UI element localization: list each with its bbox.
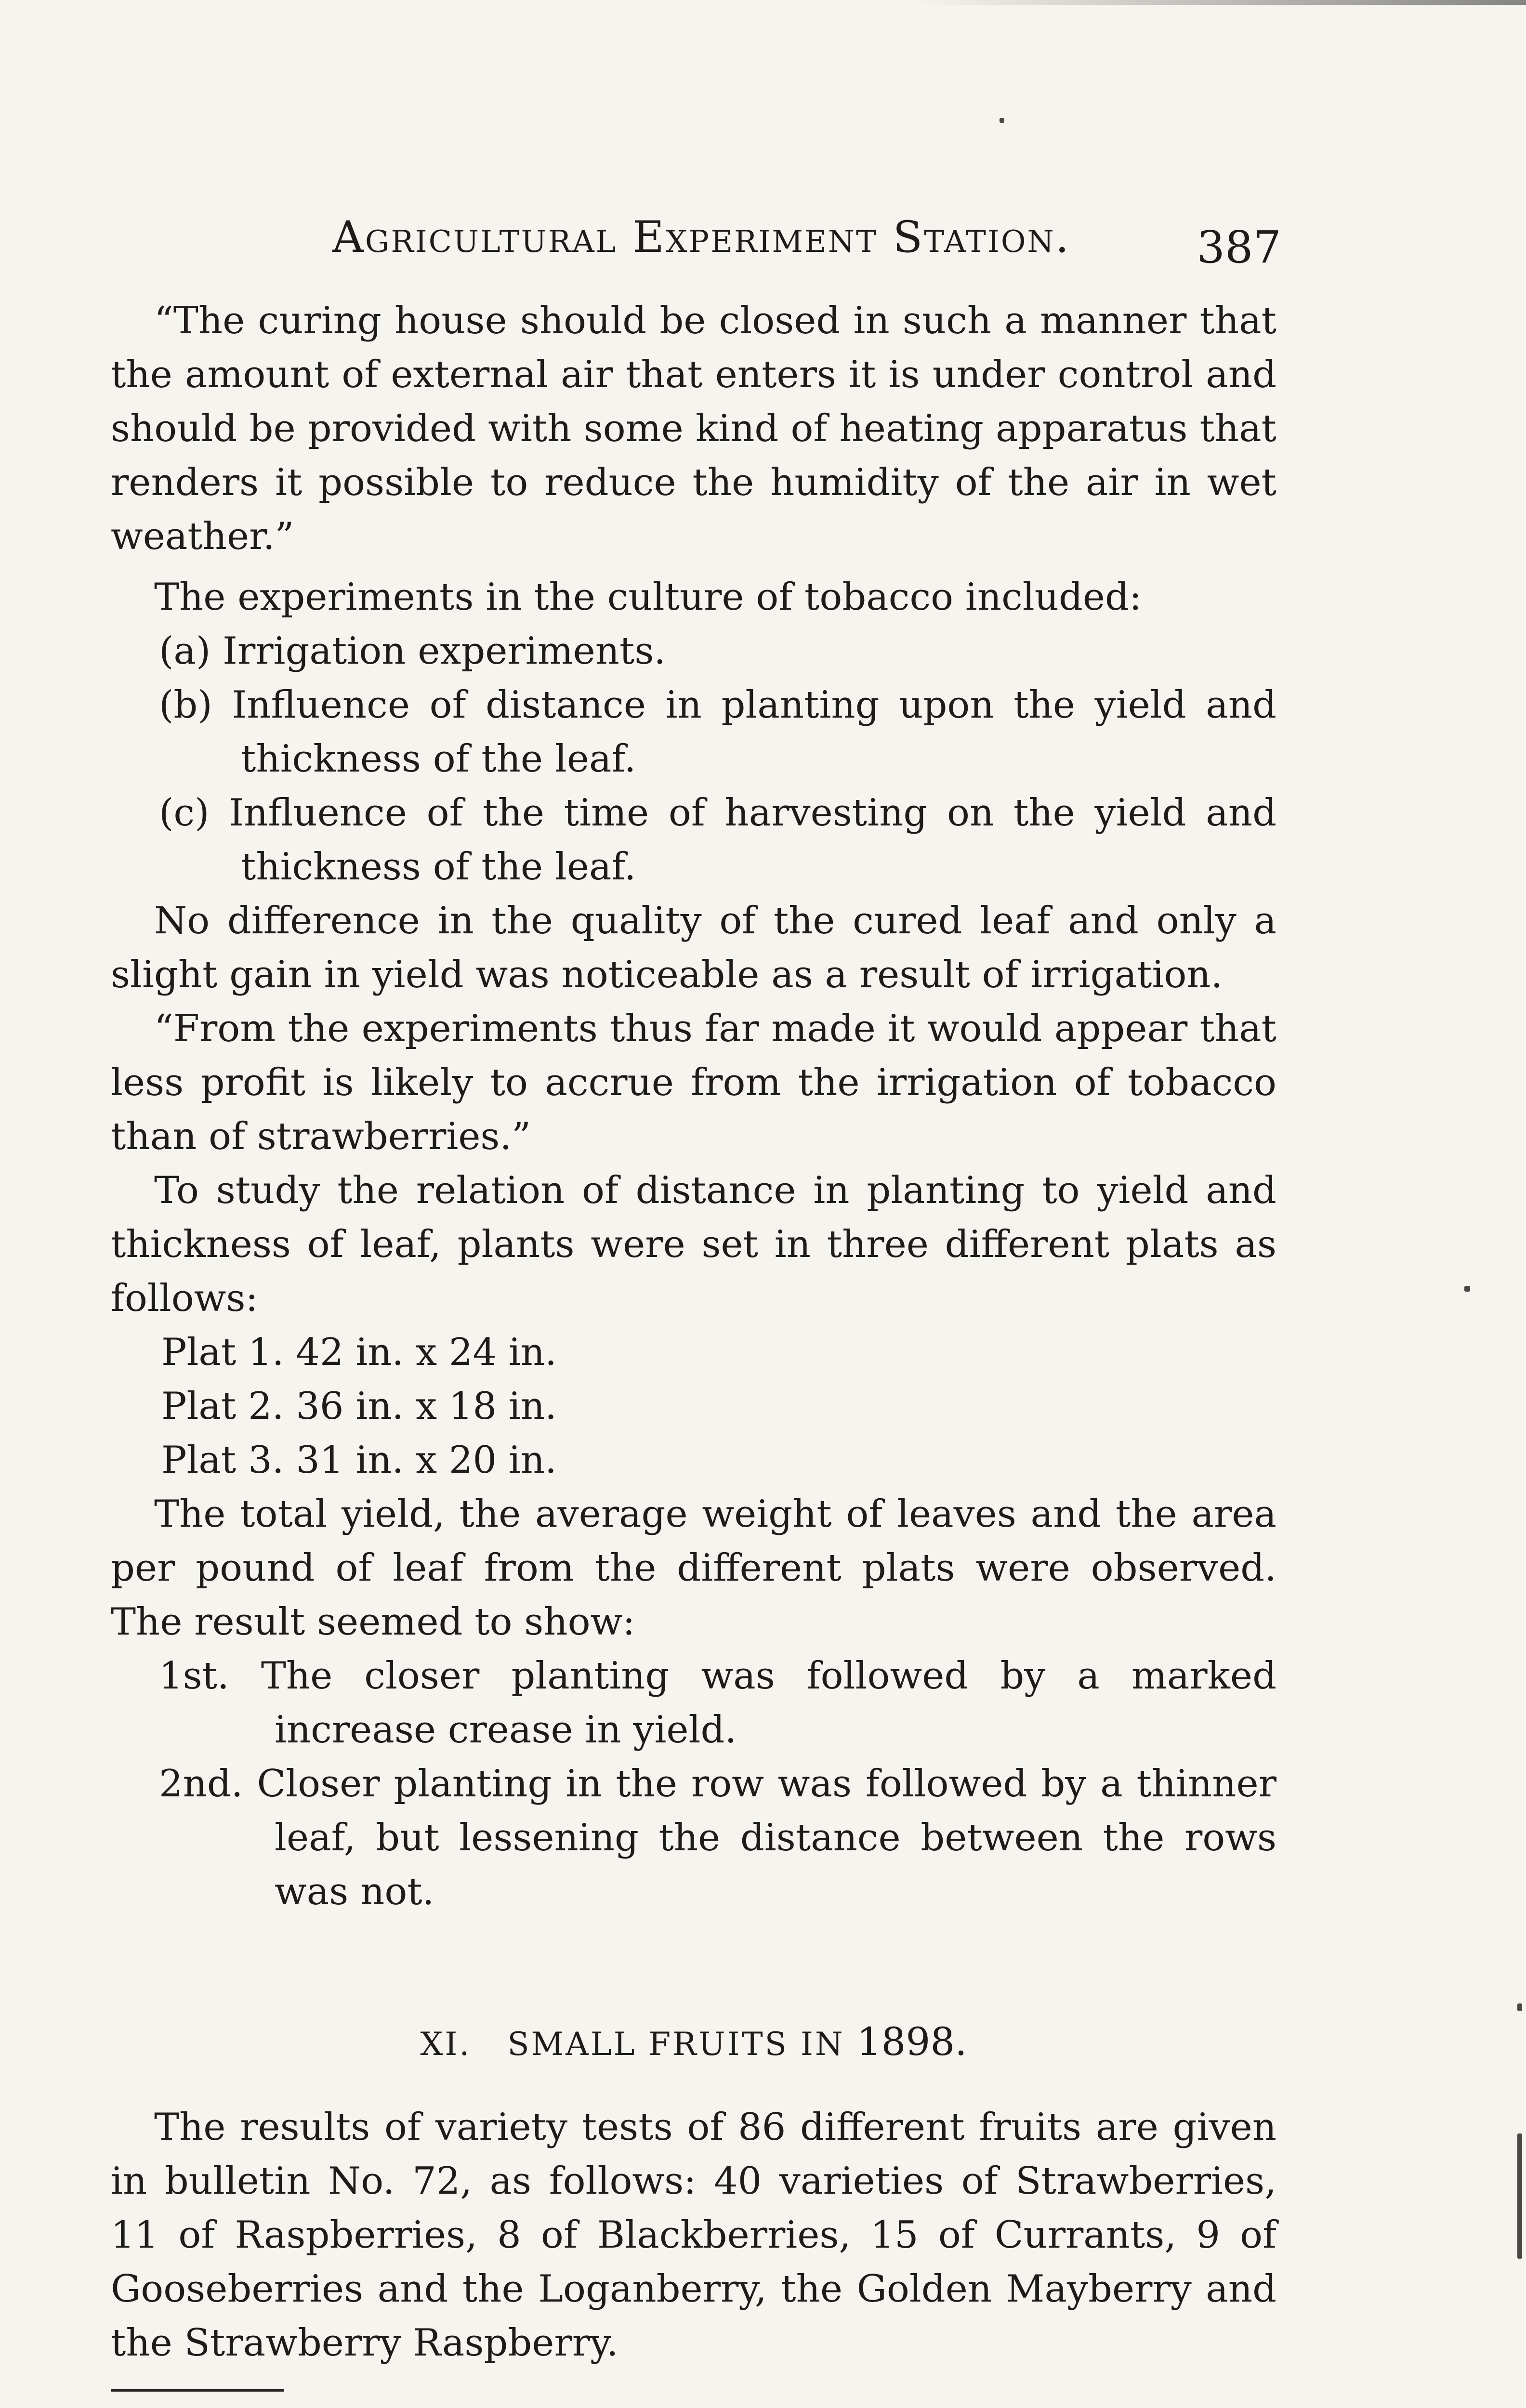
page-number: 387 xyxy=(1197,222,1281,273)
page-body xyxy=(111,294,1276,2408)
item-text: Influence of the time of harvesting on the yield and thickness of the leaf. xyxy=(229,791,1276,889)
experiments-intro: The experiments in the culture of tobacco included: xyxy=(154,576,1142,619)
item-marker: (a) xyxy=(159,629,211,673)
item-marker: (c) xyxy=(159,791,210,835)
result-marker: 1st. xyxy=(159,1654,229,1698)
section-number: XI. xyxy=(420,2026,472,2063)
scan-margin-mark xyxy=(1517,2003,1522,2011)
scan-margin-mark xyxy=(1517,2133,1522,2259)
item-marker: (b) xyxy=(159,683,212,727)
scan-speck xyxy=(1000,118,1004,123)
no-difference-paragraph: No difference in the quality of the cured leaf and only a slight gain in yield was noticeable as a result of irrigation. xyxy=(111,899,1276,996)
plat-3: Plat 3. 31 in. x 20 in. xyxy=(161,1439,557,1482)
running-title: Agricultural Experiment Station. xyxy=(332,212,1071,262)
plat-1: Plat 1. 42 in. x 24 in. xyxy=(161,1331,557,1374)
scan-speck xyxy=(1464,1286,1470,1292)
footnote-rule xyxy=(111,2389,284,2392)
experiment-item-b xyxy=(111,678,1276,786)
result-marker: 2nd. xyxy=(159,1762,243,1806)
result-text: Closer planting in the row was followed by a thinner leaf, but lessening the distance between the rows was not. xyxy=(257,1762,1276,1913)
section-title: SMALL FRUITS IN xyxy=(507,2026,845,2063)
result-2nd xyxy=(111,1757,1276,1919)
result-text: The closer planting was followed by a marked increase crease in yield. xyxy=(261,1654,1276,1752)
profit-quote: “From the experiments thus far made it would appear that less profit is likely to accrue from the irrigation of tobacco than of strawberries.” xyxy=(111,1007,1276,1158)
result-1st xyxy=(111,1649,1276,1757)
experiment-item-c xyxy=(111,786,1276,894)
curing-house-quote: “The curing house should be closed in such a manner that the amount of external air that enters it is under control and should be provided with some kind of heating apparatus that renders it possible to reduce the humidity of the air in wet weather.” xyxy=(111,299,1276,558)
experiment-item-a xyxy=(111,624,1276,678)
small-fruits-paragraph: The results of variety tests of 86 different fruits are given in bulletin No. 72, as follows: 40 varieties of Strawberries, 11 of Raspberries, 8 of Blackberries, 15 of Currants, 9 of Gooseberries and the Loganberry, the Golden Mayberry and the Strawberry Raspberry. xyxy=(111,2106,1276,2365)
scan-edge-shadow xyxy=(915,0,1526,5)
footnote xyxy=(135,2406,1276,2408)
distance-intro: To study the relation of distance in planting to yield and thickness of leaf, plants were set in three different plats as follows: xyxy=(111,1169,1276,1320)
section-year: 1898. xyxy=(856,2019,967,2064)
yield-intro: The total yield, the average weight of leaves and the area per pound of leaf from the different plats were observed. The result seemed to show: xyxy=(111,1492,1276,1644)
page-header xyxy=(116,202,1281,279)
section-heading xyxy=(111,2015,1276,2071)
item-text: Irrigation experiments. xyxy=(223,629,666,673)
item-text: Influence of distance in planting upon the yield and thickness of the leaf. xyxy=(232,683,1277,781)
plat-2: Plat 2. 36 in. x 18 in. xyxy=(161,1385,557,1428)
